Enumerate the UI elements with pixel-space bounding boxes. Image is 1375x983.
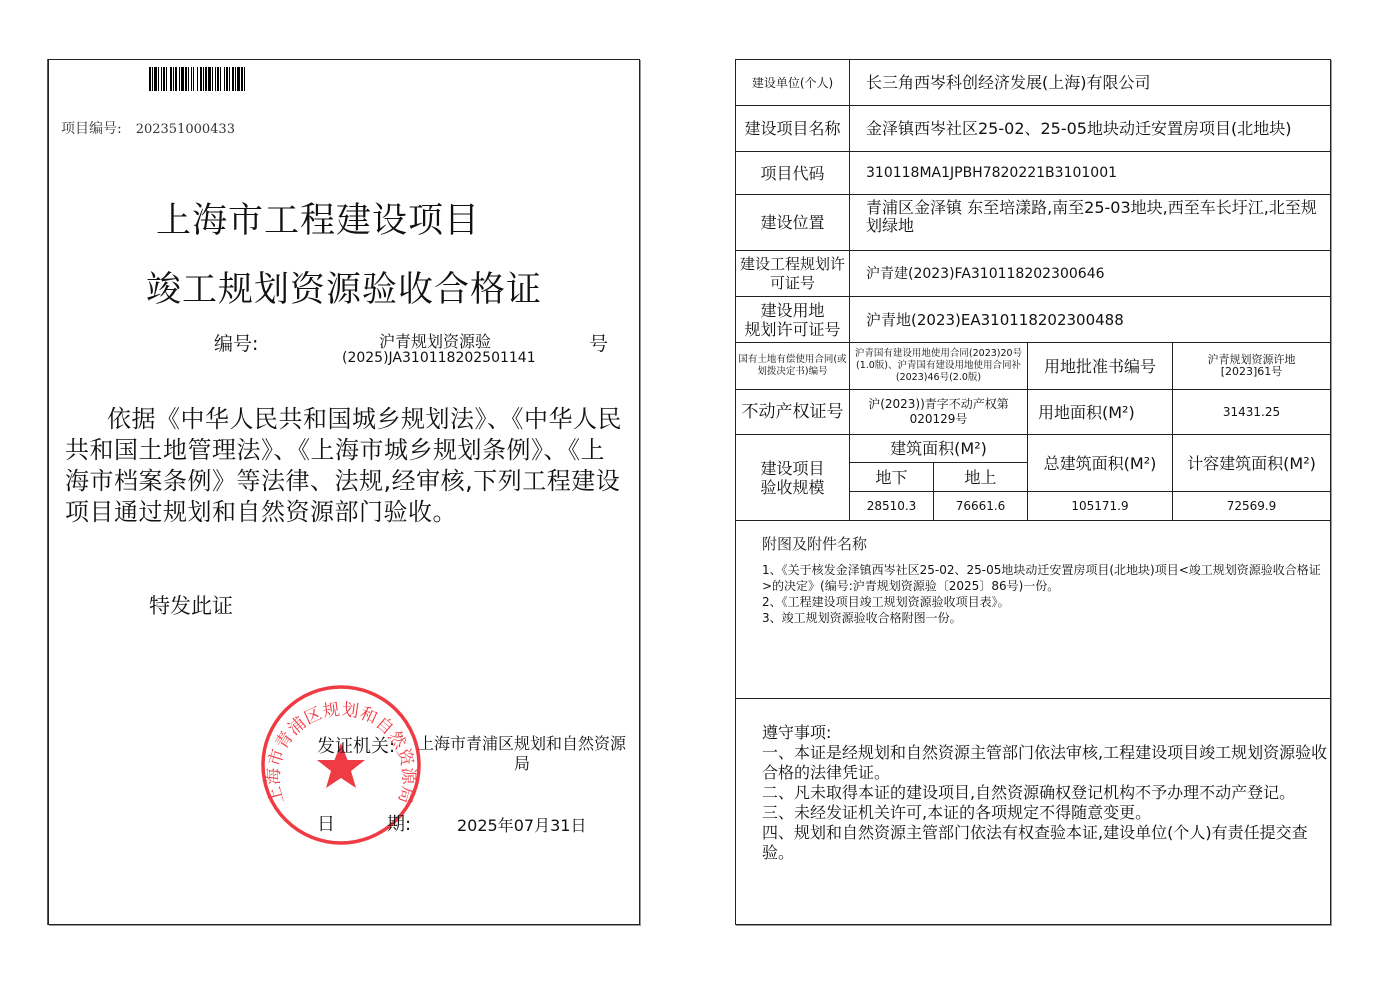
project-code-label-cell: [736, 152, 850, 195]
note-item: 四、规划和自然资源主管部门依法有权查验本证,建设单位(个人)有责任提交查验。: [762, 823, 1308, 862]
land-permit-label-1: 建设用地: [760, 300, 825, 320]
attachments-title: 附图及附件名称: [762, 535, 868, 553]
date-label: [317, 810, 411, 836]
cert-no-value-line1: 沪青规划资源验: [379, 332, 492, 351]
cert-no-label: 编号:: [214, 333, 259, 355]
land-contract-label: 国有土地有偿使用合同(或划拨决定书)编号: [738, 354, 847, 377]
land-contract-label-cell: [736, 343, 850, 390]
issuer-value: 上海市青浦区规划和自然资源局: [417, 734, 626, 773]
note-item: 二、凡未取得本证的建设项目,自然资源确权登记机构不予办理不动产登记。: [762, 783, 1296, 802]
aboveground-value: 76661.6: [955, 499, 1006, 513]
project-number-value: 202351000433: [135, 122, 235, 137]
builder-label-cell: [736, 60, 850, 106]
location-label-cell: [736, 195, 850, 251]
land-area-label: 用地面积(M²): [1038, 402, 1135, 422]
land-area-label-cell: [1028, 390, 1173, 435]
approval-value: 沪青规划资源许地[2023]61号: [1207, 353, 1296, 378]
issued-statement: 特发此证: [149, 594, 233, 618]
location-value-cell: [850, 195, 1330, 251]
floor-area-header: 建筑面积(M²): [890, 439, 987, 458]
cert-no-suffix: 号: [589, 333, 609, 355]
far-area-label: 计容建筑面积(M²): [1187, 453, 1316, 473]
eng-permit-value-cell: [850, 251, 1330, 297]
aboveground-label: 地上: [964, 467, 997, 487]
project-code-value: 310118MA1JPBH7820221B3101001: [866, 165, 1118, 181]
aboveground-value-cell: [934, 492, 1028, 521]
certificate-details: [735, 59, 1331, 925]
far-area-label-cell: [1173, 435, 1330, 492]
attachment-item: 2、《工程建设项目竣工规划资源验收项目表》。: [762, 595, 1010, 609]
far-area-value-cell: [1173, 492, 1330, 521]
project-number-label: 项目编号:: [61, 121, 122, 137]
approval-label: 用地批准书编号: [1043, 356, 1156, 376]
land-area-value-cell: [1173, 390, 1330, 435]
date-label-b: 期:: [387, 814, 412, 835]
property-cert-value: 沪(2023))青字不动产权第020129号: [868, 397, 1009, 426]
floor-area-header-cell: [850, 435, 1028, 463]
total-area-label-cell: [1028, 435, 1173, 492]
total-area-label: 总建筑面积(M²): [1043, 453, 1157, 473]
notes-title: 遵守事项:: [762, 723, 832, 742]
land-contract-value: 沪青国有建设用地使用合同(2023)20号(1.0版)、沪青国有建设用地使用合同补(2023)46号(2.0版): [854, 348, 1023, 383]
issue-date: 2025年07月31日: [457, 816, 587, 835]
underground-value: 28510.3: [866, 499, 917, 513]
approval-value-cell: [1173, 343, 1330, 390]
approval-label-cell: [1028, 343, 1173, 390]
note-item: 三、未经发证机关许可,本证的各项规定不得随意变更。: [762, 803, 1152, 822]
cert-no-value-line2: (2025)JA310118202501141: [342, 350, 536, 366]
builder-value: 长三角西岑科创经济发展(上海)有限公司: [866, 72, 1151, 92]
land-permit-value-cell: [850, 297, 1330, 343]
title-line-2: 竣工规划资源验收合格证: [145, 270, 542, 310]
scale-label-2: 验收规模: [760, 477, 825, 497]
project-name-value: 金泽镇西岑社区25-02、25-05地块动迁安置房项目(北地块): [866, 118, 1292, 138]
attachments-section: [736, 521, 1330, 699]
total-area-value-cell: [1028, 492, 1173, 521]
project-code-label: 项目代码: [760, 163, 825, 183]
project-name-value-cell: [850, 106, 1330, 152]
project-number: [61, 118, 235, 139]
certificate-front: [48, 59, 640, 925]
location-value: 青浦区金泽镇 东至培漾路,南至25-03地块,西至车长圩江,北至规划绿地: [866, 198, 1317, 235]
eng-permit-value: 沪青建(2023)FA310118202300646: [866, 265, 1105, 282]
title-line-1: 上海市工程建设项目: [155, 201, 480, 241]
land-permit-label-2: 规划许可证号: [744, 319, 841, 339]
eng-permit-label: 建设工程规划许可证号: [739, 254, 845, 292]
land-permit-value: 沪青地(2023)EA310118202300488: [866, 310, 1124, 329]
project-name-label: 建设项目名称: [744, 119, 841, 138]
property-cert-value-cell: [850, 390, 1028, 435]
attachments-list: [762, 562, 1328, 626]
total-area-value: 105171.9: [1071, 499, 1129, 513]
certificate-body-text: 依据《中华人民共和国城乡规划法》、《中华人民共和国土地管理法》、《上海市城乡规划条例》、《上海市档案条例》等法律、法规,经审核,下列工程建设项目通过规划和自然资源部门验收。: [65, 405, 622, 526]
far-area-value: 72569.9: [1226, 499, 1277, 513]
builder-label: 建设单位(个人): [751, 76, 834, 90]
date-label-a: 日: [317, 814, 335, 835]
property-cert-label-cell: [736, 390, 850, 435]
barcode: [149, 67, 321, 91]
compliance-notes: [736, 699, 1330, 924]
land-area-value: 31431.25: [1222, 405, 1281, 419]
attachment-item: 1、《关于核发金泽镇西岑社区25-02、25-05地块动迁安置房项目(北地块)项目<竣工规划资源验收合格证>的决定》(编号:沪青规划资源验〔2025〕86号)一份。: [762, 563, 1321, 593]
project-code-value-cell: [850, 152, 1330, 195]
location-label: 建设位置: [760, 213, 825, 232]
notes-body: [762, 723, 1328, 863]
eng-permit-label-cell: [736, 251, 850, 297]
underground-label: 地下: [875, 467, 908, 487]
scale-label-cell: [736, 435, 850, 521]
underground-value-cell: [850, 492, 934, 521]
underground-label-cell: [850, 463, 934, 492]
aboveground-label-cell: [934, 463, 1028, 492]
note-item: 一、本证是经规划和自然资源主管部门依法审核,工程建设项目竣工规划资源验收合格的法律凭证。: [762, 743, 1328, 782]
land-contract-value-cell: [850, 343, 1028, 390]
project-name-label-cell: [736, 106, 850, 152]
land-permit-label-cell: [736, 297, 850, 343]
builder-value-cell: [850, 60, 1330, 106]
attachment-item: 3、竣工规划资源验收合格附图一份。: [762, 611, 962, 625]
seal-text: 上海市青浦区规划和自然资源局: [263, 699, 419, 806]
issuer-label: 发证机关:: [317, 736, 396, 757]
property-cert-label: 不动产权证号: [741, 401, 844, 422]
scale-label-1: 建设项目: [760, 458, 825, 478]
